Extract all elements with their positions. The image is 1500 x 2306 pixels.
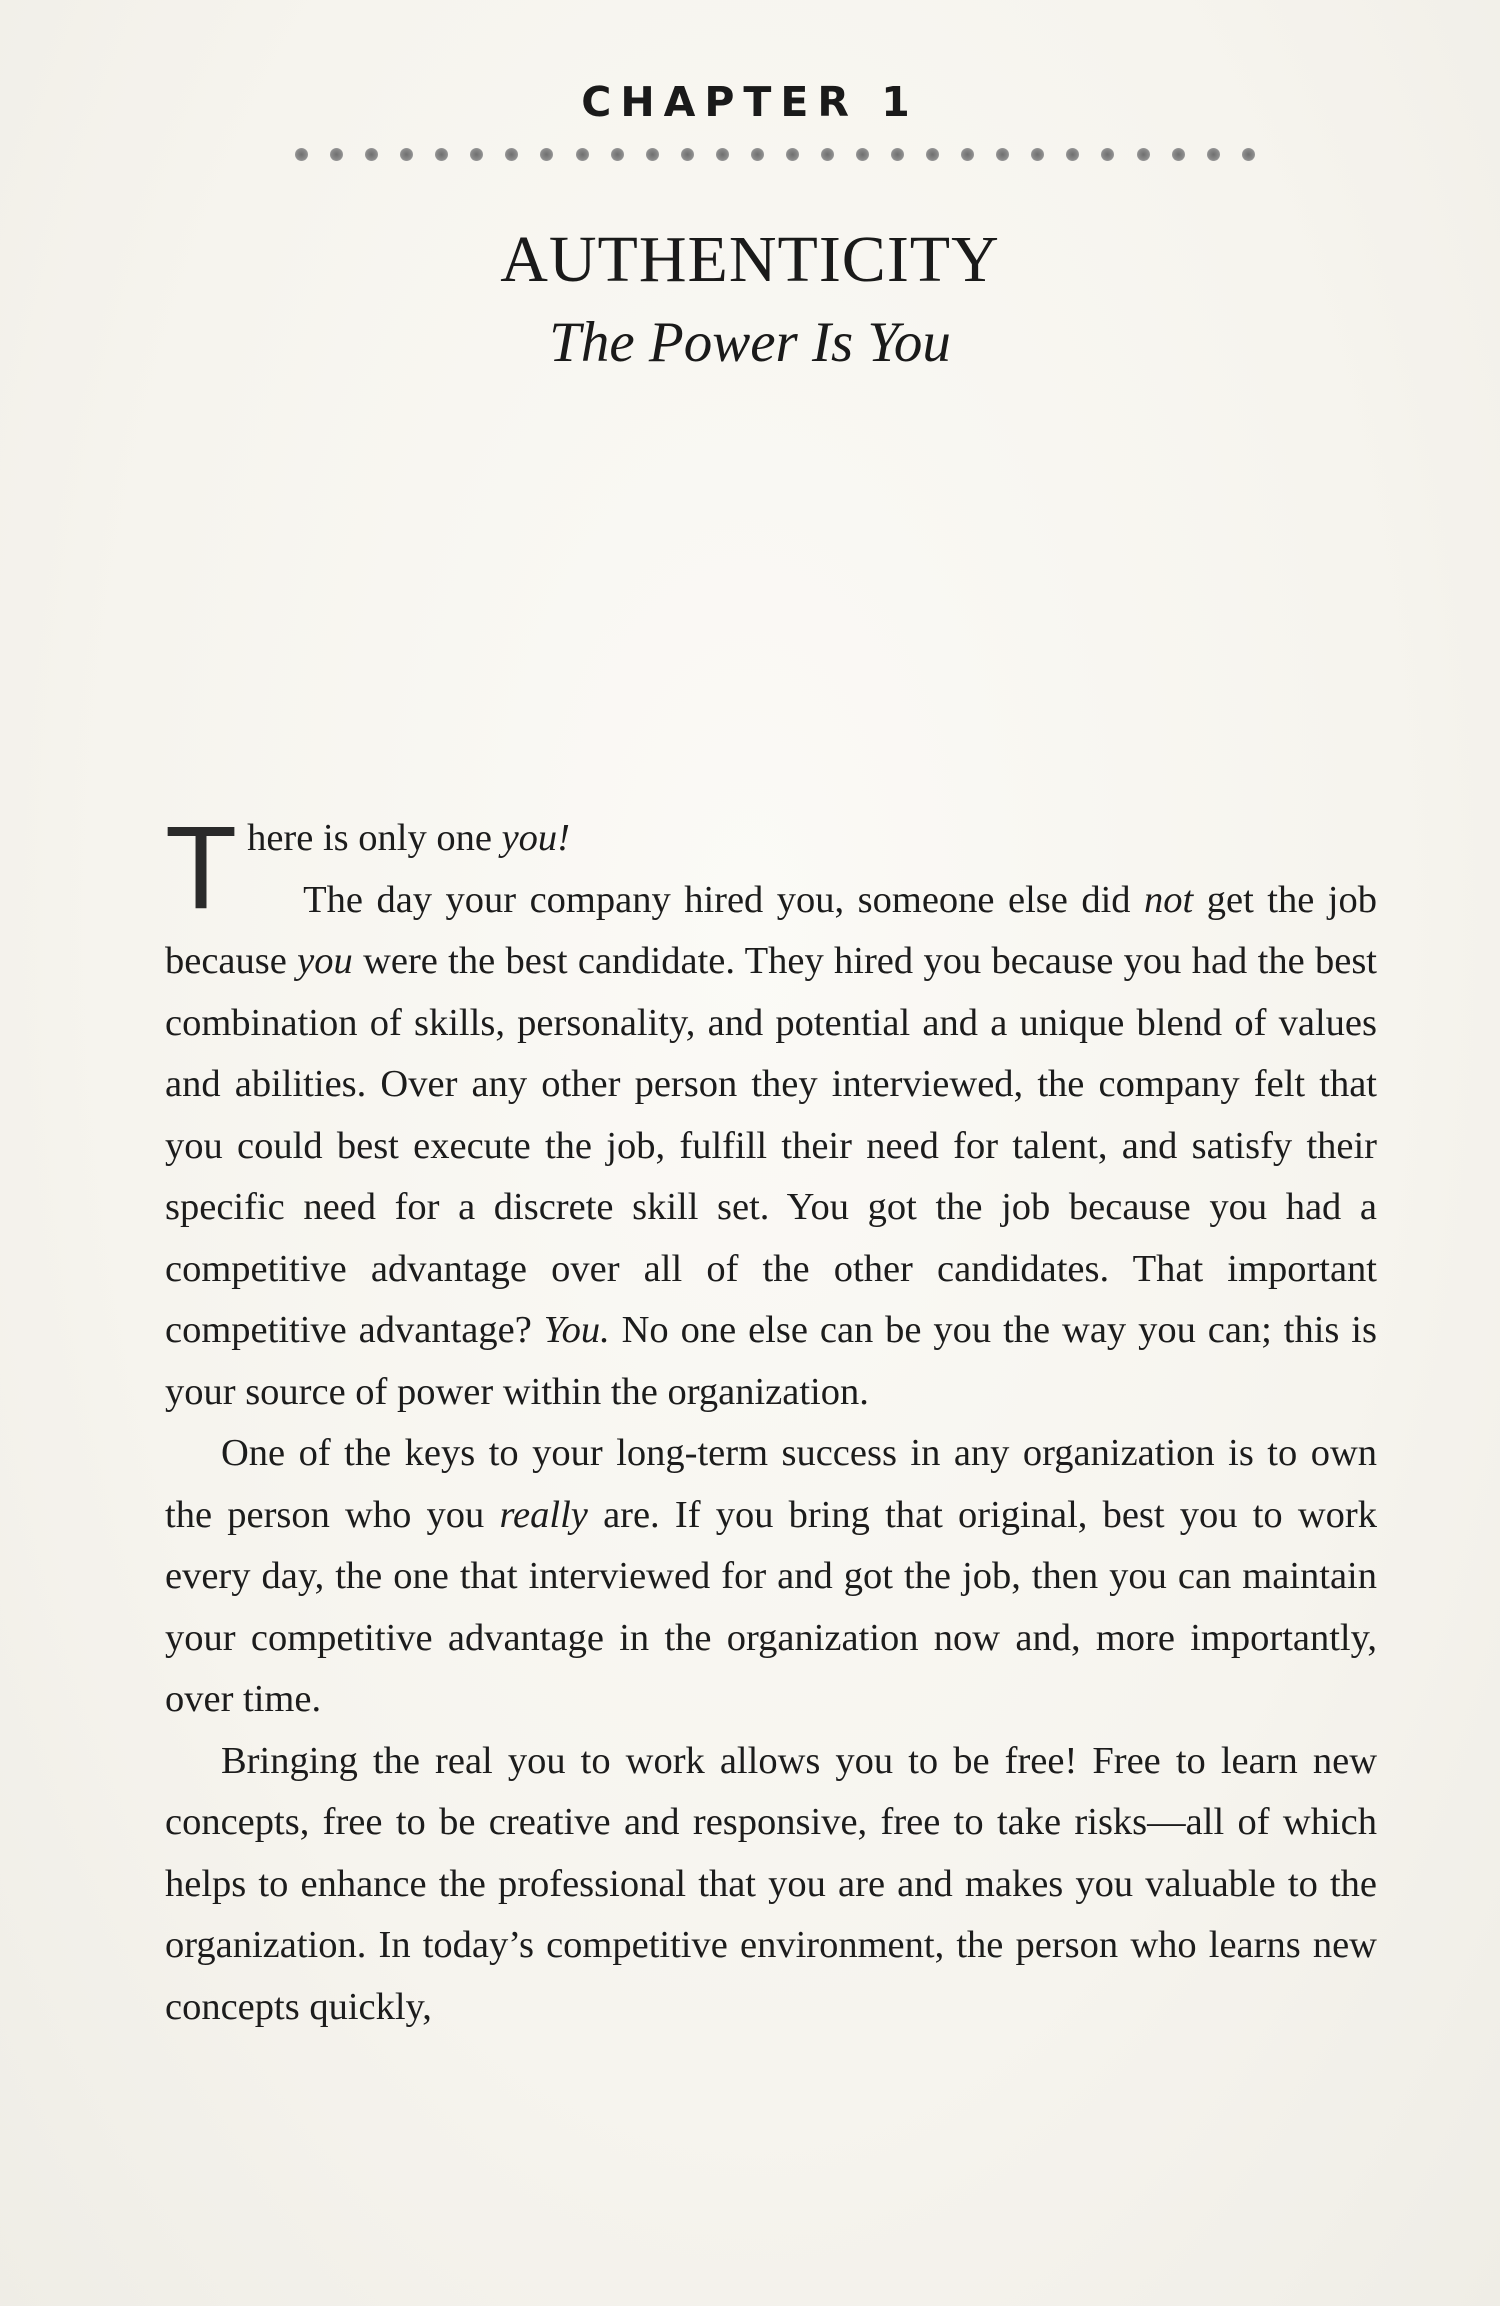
- ornament-dot-icon: [786, 148, 799, 161]
- ornament-dot-icon: [611, 148, 624, 161]
- dotted-ornament-divider: [295, 142, 1255, 166]
- ornament-dot-icon: [926, 148, 939, 161]
- paragraph-2-emphasis-2: you: [297, 940, 353, 982]
- ornament-dot-icon: [1172, 148, 1185, 161]
- paragraph-2-text-4: No one else can be you the way you can; this is your source of power within the organization.: [165, 1309, 1377, 1413]
- paragraph-2: [165, 870, 1377, 1424]
- chapter-body: [165, 802, 1377, 2038]
- chapter-subtitle: The Power Is You: [549, 311, 951, 374]
- opening-text: here is only one: [247, 817, 502, 859]
- ornament-dot-icon: [576, 148, 589, 161]
- opening-emphasis: you!: [501, 817, 570, 859]
- ornament-dot-icon: [821, 148, 834, 161]
- ornament-dot-icon: [1242, 148, 1255, 161]
- ornament-dot-icon: [400, 148, 413, 161]
- ornament-dot-icon: [681, 148, 694, 161]
- paragraph-2-text-3: were the best candidate. They hired you because you had the best combination of skills, personality, and potential and a unique blend of values and abilities. Over any other person they interviewed, the company felt that you could best execute the job, fulfill their need for talent, and satisfy their specific need for a discrete skill set. You got the job because you had a competitive advantage over all of the other candidates. That important competitive advantage?: [165, 940, 1377, 1351]
- ornament-dot-icon: [646, 148, 659, 161]
- ornament-dot-icon: [961, 148, 974, 161]
- ornament-dot-icon: [716, 148, 729, 161]
- paragraph-3-text-2: are. If you bring that original, best you to work every day, the one that interviewed for and got the job, then you can maintain your competitive advantage in the organization now and, more importantly, over time.: [165, 1493, 1377, 1720]
- ornament-dot-icon: [1031, 148, 1044, 161]
- chapter-number: CHAPTER 1: [581, 78, 919, 126]
- ornament-dot-icon: [365, 148, 378, 161]
- ornament-dot-icon: [470, 148, 483, 161]
- ornament-dot-icon: [1207, 148, 1220, 161]
- ornament-dot-icon: [856, 148, 869, 161]
- paragraph-3: [165, 1423, 1377, 1731]
- paragraph-3-emphasis-1: really: [499, 1493, 588, 1536]
- paragraph-2-emphasis-3: You.: [543, 1309, 610, 1351]
- ornament-dot-icon: [435, 148, 448, 161]
- paragraph-2-text-1: The day your company hired you, someone else did: [303, 878, 1145, 921]
- ornament-dot-icon: [1137, 148, 1150, 161]
- ornament-dot-icon: [996, 148, 1009, 161]
- ornament-dot-icon: [505, 148, 518, 161]
- paragraph-4: Bringing the real you to work allows you to be free! Free to learn new concepts, free to be creative and responsive, free to take risks—all of which helps to enhance the professional that you are and makes you valuable to the organization. In today’s competitive environment, the person who learns new concepts quickly,: [165, 1739, 1377, 2028]
- paragraph-2-text-2: get the job because: [165, 878, 1377, 982]
- drop-cap: T: [165, 802, 238, 934]
- paragraph-3-text-1: One of the keys to your long-term success in any organization is to own the person who you: [165, 1432, 1377, 1536]
- ornament-dot-icon: [751, 148, 764, 161]
- ornament-dot-icon: [295, 148, 308, 161]
- ornament-dot-icon: [891, 148, 904, 161]
- chapter-title: AUTHENTICITY: [500, 223, 1000, 296]
- ornament-dot-icon: [1101, 148, 1114, 161]
- ornament-dot-icon: [1066, 148, 1079, 161]
- ornament-dot-icon: [540, 148, 553, 161]
- paragraph-2-emphasis-1: not: [1144, 878, 1194, 921]
- ornament-dot-icon: [330, 148, 343, 161]
